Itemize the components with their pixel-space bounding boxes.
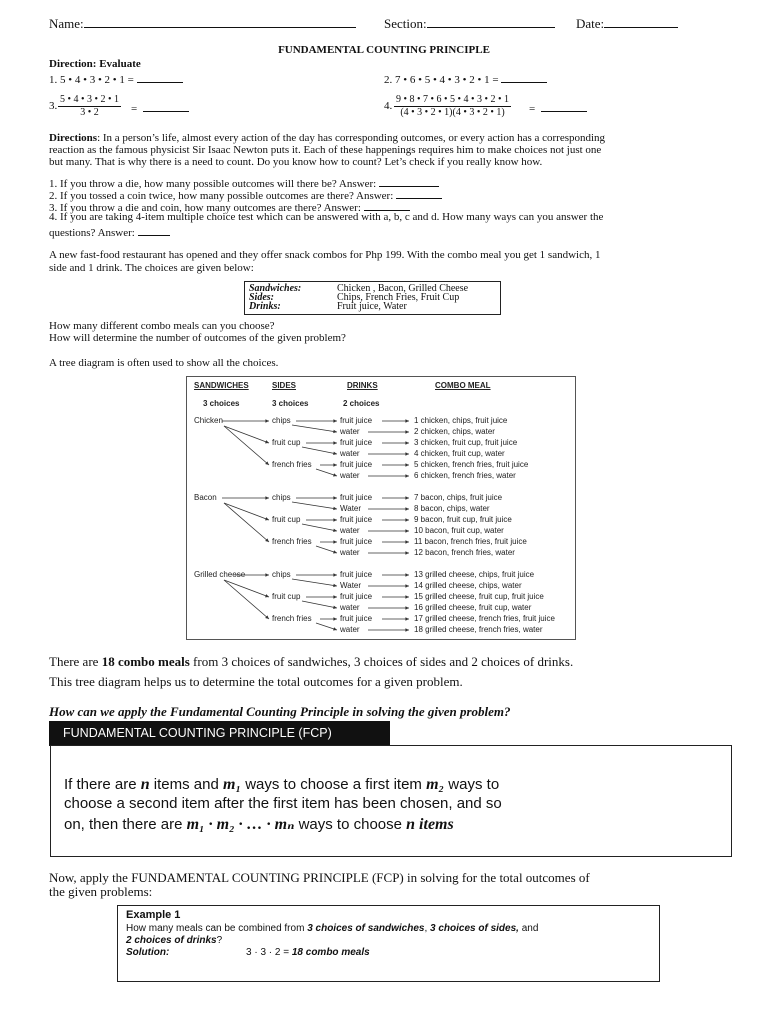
tree-subheader: 3 choices	[272, 399, 309, 408]
question-4-line-2: questions? Answer:	[49, 223, 170, 239]
apply-line-2: the given problems:	[49, 884, 153, 899]
arrow-head	[405, 518, 409, 521]
tree-drink-1: water	[340, 427, 360, 436]
arrow-head	[333, 430, 337, 433]
tree-branch	[302, 447, 337, 454]
tree-branch	[302, 601, 337, 608]
tree-drink-0: fruit juice	[340, 416, 373, 425]
arrow-head	[405, 496, 409, 499]
tree-subheader: 3 choices	[203, 399, 240, 408]
directions-line-2: reaction as the famous physicist Sir Isaac Newton puts it. Each of these happenings requires him to make choices not just one	[49, 144, 602, 156]
question-outcomes: How will determine the number of outcomes of the given problem?	[49, 332, 346, 344]
evaluate-item-4-answer: =	[529, 99, 587, 115]
tree-combo-6: 7 bacon, chips, fruit juice	[414, 493, 503, 502]
name-label: Name:	[49, 16, 84, 31]
tree-branch	[292, 425, 337, 432]
arrow-head	[333, 419, 337, 422]
tree-drink-8: fruit juice	[340, 515, 373, 524]
arrow-head	[405, 628, 409, 631]
tree-drink-15: water	[340, 603, 360, 612]
arrow-head	[405, 551, 409, 554]
arrow-head	[405, 441, 409, 444]
evaluate-item-3-label: 3.	[49, 100, 58, 112]
arrow-head	[405, 584, 409, 587]
tree-drink-3: water	[340, 449, 360, 458]
table-row: Sides: Chips, French Fries, Fruit Cup	[249, 292, 460, 303]
arrow-head	[333, 473, 337, 476]
tree-branch	[224, 580, 269, 619]
date-field[interactable]	[576, 15, 678, 32]
table-row: Sandwiches: Chicken , Bacon, Grilled Cheese	[249, 283, 469, 294]
example-solution-label: Solution:	[126, 947, 170, 958]
arrow-head	[333, 606, 337, 609]
arrow-head	[405, 529, 409, 532]
tree-header-combo: COMBO MEAL	[435, 381, 491, 390]
tree-combo-15: 16 grilled cheese, fruit cup, water	[414, 603, 532, 612]
tree-side-1: fruit cup	[272, 438, 301, 447]
tree-combo-13: 14 grilled cheese, chips, water	[414, 581, 522, 590]
arrow-head	[405, 463, 409, 466]
tree-header-sides: SIDES	[272, 381, 297, 390]
date-label: Date:	[576, 16, 605, 31]
tree-combo-0: 1 chicken, chips, fruit juice	[414, 416, 508, 425]
example-title: Example 1	[126, 909, 181, 921]
tree-combo-5: 6 chicken, french fries, water	[414, 471, 516, 480]
combo-choices-table	[244, 281, 501, 315]
evaluate-direction: Direction: Evaluate	[49, 58, 141, 70]
example-question-line-2: 2 choices of drinks?	[126, 935, 223, 946]
question-1: 1. If you throw a die, how many possible outcomes will there be? Answer:	[49, 174, 439, 190]
section-label: Section:	[384, 16, 427, 31]
tree-combo-11: 12 bacon, french fries, water	[414, 548, 515, 557]
fcp-line-1: If there are n items and m₁ ways to choose a first item m₂ ways to	[64, 776, 500, 793]
question-combo-count: How many different combo meals can you choose?	[49, 320, 275, 332]
question-4-line-1: 4. If you are taking 4-item multiple choice test which can be answered with a, b, c and d. How many ways can you answer the	[49, 211, 604, 223]
arrow-head	[333, 595, 337, 598]
tree-combo-2: 3 chicken, fruit cup, fruit juice	[414, 438, 518, 447]
tree-drink-13: Water	[340, 581, 362, 590]
tree-branch	[224, 426, 269, 465]
tree-side-7: fruit cup	[272, 592, 301, 601]
tree-drink-10: fruit juice	[340, 537, 373, 546]
fcp-line-2: choose a second item after the first item has been chosen, and so	[64, 795, 502, 812]
tree-combo-12: 13 grilled cheese, chips, fruit juice	[414, 570, 535, 579]
question-2: 2. If you tossed a coin twice, how many possible outcomes are there? Answer:	[49, 186, 442, 202]
directions-line-3: but many. That is why there is a need to count. Do you know how to count? Let’s check if you really know how.	[49, 156, 543, 168]
tree-combo-3: 4 chicken, fruit cup, water	[414, 449, 505, 458]
apply-line-1: Now, apply the FUNDAMENTAL COUNTING PRINCIPLE (FCP) in solving for the total outcomes of	[49, 870, 590, 885]
arrow-head	[333, 550, 337, 553]
evaluate-item-3-answer: =	[131, 99, 189, 115]
tree-header-sandwiches: SANDWICHES	[194, 381, 249, 390]
arrow-head	[333, 584, 337, 587]
tree-drink-11: water	[340, 548, 360, 557]
tree-combo-1: 2 chicken, chips, water	[414, 427, 495, 436]
arrow-head	[405, 595, 409, 598]
tree-side-6: chips	[272, 570, 291, 579]
arrow-head	[405, 540, 409, 543]
tree-side-4: fruit cup	[272, 515, 301, 524]
tree-combo-14: 15 grilled cheese, fruit cup, fruit juice	[414, 592, 544, 601]
evaluate-item-4-label: 4.	[384, 100, 393, 112]
arrow-head	[333, 617, 337, 620]
arrow-head	[333, 496, 337, 499]
tree-branch	[224, 503, 269, 542]
tree-branch	[302, 524, 337, 531]
evaluate-item-4-fraction	[394, 94, 511, 119]
tree-combo-17: 18 grilled cheese, french fries, water	[414, 625, 543, 634]
tree-sandwich-2: Grilled cheese	[194, 570, 246, 579]
arrow-head	[405, 606, 409, 609]
tree-branch	[292, 579, 337, 586]
tree-drink-2: fruit juice	[340, 438, 373, 447]
arrow-head	[333, 540, 337, 543]
tree-combo-10: 11 bacon, french fries, fruit juice	[414, 537, 527, 546]
fraction-numerator: 5 • 4 • 3 • 2 • 1	[60, 94, 120, 105]
tree-branch	[292, 502, 337, 509]
tree-combo-9: 10 bacon, fruit cup, water	[414, 526, 504, 535]
question-3: 3. If you throw a die and coin, how many outcomes are there? Answer:	[49, 198, 410, 214]
tree-sandwich-0: Chicken	[194, 416, 223, 425]
tree-header-drinks: DRINKS	[347, 381, 378, 390]
fraction-denominator: (4 • 3 • 2 • 1)(4 • 3 • 2 • 1)	[400, 107, 505, 118]
tree-subheader: 2 choices	[343, 399, 380, 408]
tree-branch	[224, 426, 269, 443]
directions-line-1: Directions: In a person’s life, almost every action of the day has corresponding outcomes, or every action has a corresponding	[49, 132, 606, 144]
tree-combo-16: 17 grilled cheese, french fries, fruit juice	[414, 614, 555, 623]
fcp-title: FUNDAMENTAL COUNTING PRINCIPLE (FCP)	[49, 721, 390, 746]
restaurant-line-1: A new fast-food restaurant has opened and they offer snack combos for Php 199. With the combo meal you get 1 sandwich, 1	[49, 249, 601, 261]
tree-side-0: chips	[272, 416, 291, 425]
example-solution: 3 · 3 · 2 = 18 combo meals	[246, 947, 370, 958]
tree-drink-9: water	[340, 526, 360, 535]
arrow-head	[405, 430, 409, 433]
tree-sandwich-1: Bacon	[194, 493, 217, 502]
arrow-head	[333, 463, 337, 466]
fraction-numerator: 9 • 8 • 7 • 6 • 5 • 4 • 3 • 2 • 1	[396, 94, 510, 105]
arrow-head	[265, 573, 269, 576]
evaluate-item-1: 1. 5 • 4 • 3 • 2 • 1 =	[49, 70, 183, 86]
arrow-head	[265, 496, 269, 499]
tree-drink-12: fruit juice	[340, 570, 373, 579]
arrow-head	[265, 419, 269, 422]
tree-drink-16: fruit juice	[340, 614, 373, 623]
arrow-head	[405, 452, 409, 455]
tree-drink-17: water	[340, 625, 360, 634]
tree-intro: A tree diagram is often used to show all the choices.	[49, 357, 279, 369]
tree-drink-5: water	[340, 471, 360, 480]
fraction-denominator: 3 • 2	[80, 107, 99, 118]
tree-drink-7: Water	[340, 504, 362, 513]
arrow-head	[405, 507, 409, 510]
arrow-head	[333, 529, 337, 532]
page-title: FUNDAMENTAL COUNTING PRINCIPLE	[278, 44, 490, 56]
arrow-head	[333, 518, 337, 521]
tree-drink-4: fruit juice	[340, 460, 373, 469]
tree-drink-14: fruit juice	[340, 592, 373, 601]
arrow-head	[333, 452, 337, 455]
table-row: Drinks: Fruit juice, Water	[249, 301, 407, 312]
section-field[interactable]	[384, 15, 555, 32]
evaluate-item-2: 2. 7 • 6 • 5 • 4 • 3 • 2 • 1 =	[384, 70, 547, 86]
restaurant-line-2: side and 1 drink. The choices are given below:	[49, 262, 254, 274]
arrow-head	[333, 627, 337, 630]
tree-branch	[224, 503, 269, 520]
summary-line-2: This tree diagram helps us to determine the total outcomes for a given problem.	[49, 674, 463, 689]
arrow-head	[333, 441, 337, 444]
name-field[interactable]	[49, 15, 356, 32]
tree-side-8: french fries	[272, 614, 312, 623]
arrow-head	[405, 474, 409, 477]
arrow-head	[405, 573, 409, 576]
tree-side-2: french fries	[272, 460, 312, 469]
arrow-head	[333, 573, 337, 576]
tree-drink-6: fruit juice	[340, 493, 373, 502]
tree-diagram	[186, 376, 576, 640]
tree-side-5: french fries	[272, 537, 312, 546]
arrow-head	[405, 419, 409, 422]
summary-line-1: There are 18 combo meals from 3 choices of sandwiches, 3 choices of sides and 2 choices of drinks.	[49, 654, 574, 669]
tree-branch	[224, 580, 269, 597]
fcp-line-3: on, then there are m₁ · m₂ · … · mₙ ways to choose n items	[64, 816, 454, 833]
evaluate-item-3-fraction	[58, 94, 121, 119]
tree-combo-8: 9 bacon, fruit cup, fruit juice	[414, 515, 512, 524]
example-box	[117, 905, 660, 982]
tree-combo-4: 5 chicken, french fries, fruit juice	[414, 460, 529, 469]
arrow-head	[405, 617, 409, 620]
fcp-question: How can we apply the Fundamental Counting Principle in solving the given problem?	[49, 704, 511, 719]
tree-side-3: chips	[272, 493, 291, 502]
example-question-line-1: How many meals can be combined from 3 choices of sandwiches, 3 choices of sides, and	[126, 923, 539, 934]
tree-combo-7: 8 bacon, chips, water	[414, 504, 490, 513]
arrow-head	[333, 507, 337, 510]
